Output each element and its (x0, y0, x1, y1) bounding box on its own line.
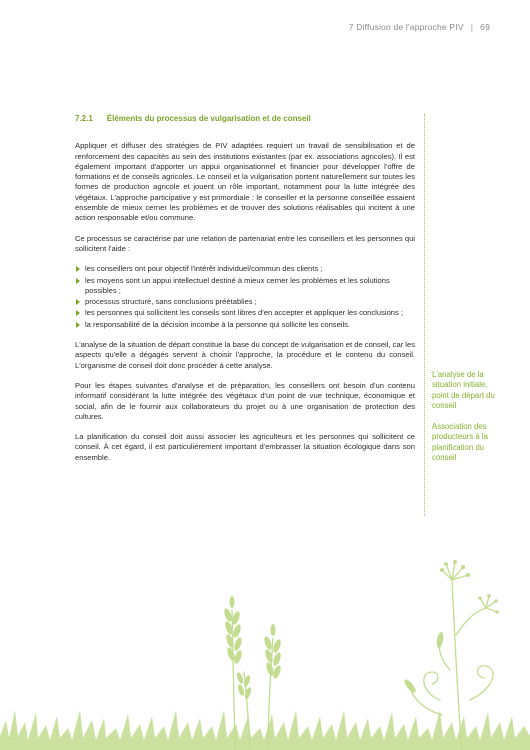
margin-note: L'analyse de la situation initiale, point de départ du conseil (432, 370, 495, 410)
bullet-text: la responsabilité de la décision incombe à la personne qui sollicite les conseils. (85, 319, 351, 329)
bullet-text: les conseillers ont pour objectif l'intérêt individuel/commun des clients ; (85, 264, 323, 274)
paragraph: Pour les étapes suivantes d'analyse et de préparation, les conseillers ont besoin d'un contenu informatif considérant la lutte intégrée des végétaux d'un point de vue technique, économique et social, afin de le fournir aux collaborateurs du projet ou à une organisation de protection des cultures. (75, 380, 415, 421)
margin-note: Association des producteurs à la planification du conseil (432, 422, 488, 463)
page-number: 69 (480, 22, 490, 32)
paragraph: L'analyse de la situation de départ constitue la base du concept de vulgarisation et de conseil, car les aspects qu'elle a dégagés servent à choisir l'approche, la procédure et le contenu du conseil. L'organisme de conseil doit donc procéder à cette analyse. (75, 340, 416, 370)
bullet-item (75, 308, 415, 318)
bullet-item (75, 320, 415, 330)
bullet-list (75, 264, 415, 330)
paragraph: Appliquer et diffuser des stratégies de PIV adaptées requiert un travail de sensibilisation et de renforcement des capacités au sein des institutions existantes (par ex. associations agricoles). Il est également important d'apporter un appui organisationnel et financier pour développer l'offre de formations et de conseils agricoles. Le conseil et la vulgarisation portent naturellement sur toutes les formes de production agricole et jouent un rôle important, notamment pour la lutte intégrée des végétaux. L'approche participative y est primordiale : le conseiller et la personne conseillée essaient ensemble de mieux cerner les problèmes et de trouver des solutions réalisables qui incitent à une action responsable et/ou commune. (75, 141, 415, 223)
bullet-item (75, 297, 415, 307)
margin-notes (432, 370, 502, 474)
paragraph: La planification du conseil doit aussi associer les agriculteurs et les personnes qui sollicitent ce conseil. À cet égard, il est particulièrement important d'embrasser la situation écologique dans son ensemble. (75, 432, 415, 462)
section-heading (75, 114, 415, 124)
header-separator: | (470, 22, 474, 32)
margin-divider (424, 114, 425, 516)
main-text-column (75, 114, 415, 473)
chapter-title: 7 Diffusion de l'approche PIV (348, 22, 464, 32)
paragraph: Ce processus se caractérise par une relation de partenariat entre les conseillers et les personnes qui sollicitent l'aide : (75, 233, 415, 253)
bullet-text: les personnes qui sollicitent les conseils sont libres d'en accepter et appliquer les conclusions ; (85, 308, 404, 318)
triangle-bullet-icon (76, 322, 80, 328)
bullet-text: processus structuré, sans conclusions préétablies ; (85, 297, 257, 307)
triangle-bullet-icon (76, 299, 80, 305)
bullet-text: les moyens sont un appui intellectuel destiné à mieux cerner les problèmes et les solutions possibles ; (85, 275, 390, 295)
bullet-item (75, 264, 415, 274)
bullet-item (75, 276, 415, 297)
section-number: 7.2.1 (75, 114, 93, 123)
triangle-bullet-icon (76, 278, 80, 284)
triangle-bullet-icon (76, 266, 80, 272)
section-title: Éléments du processus de vulgarisation et de conseil (106, 114, 311, 123)
triangle-bullet-icon (76, 310, 80, 316)
running-header (349, 22, 490, 32)
plant-illustration (0, 550, 530, 750)
